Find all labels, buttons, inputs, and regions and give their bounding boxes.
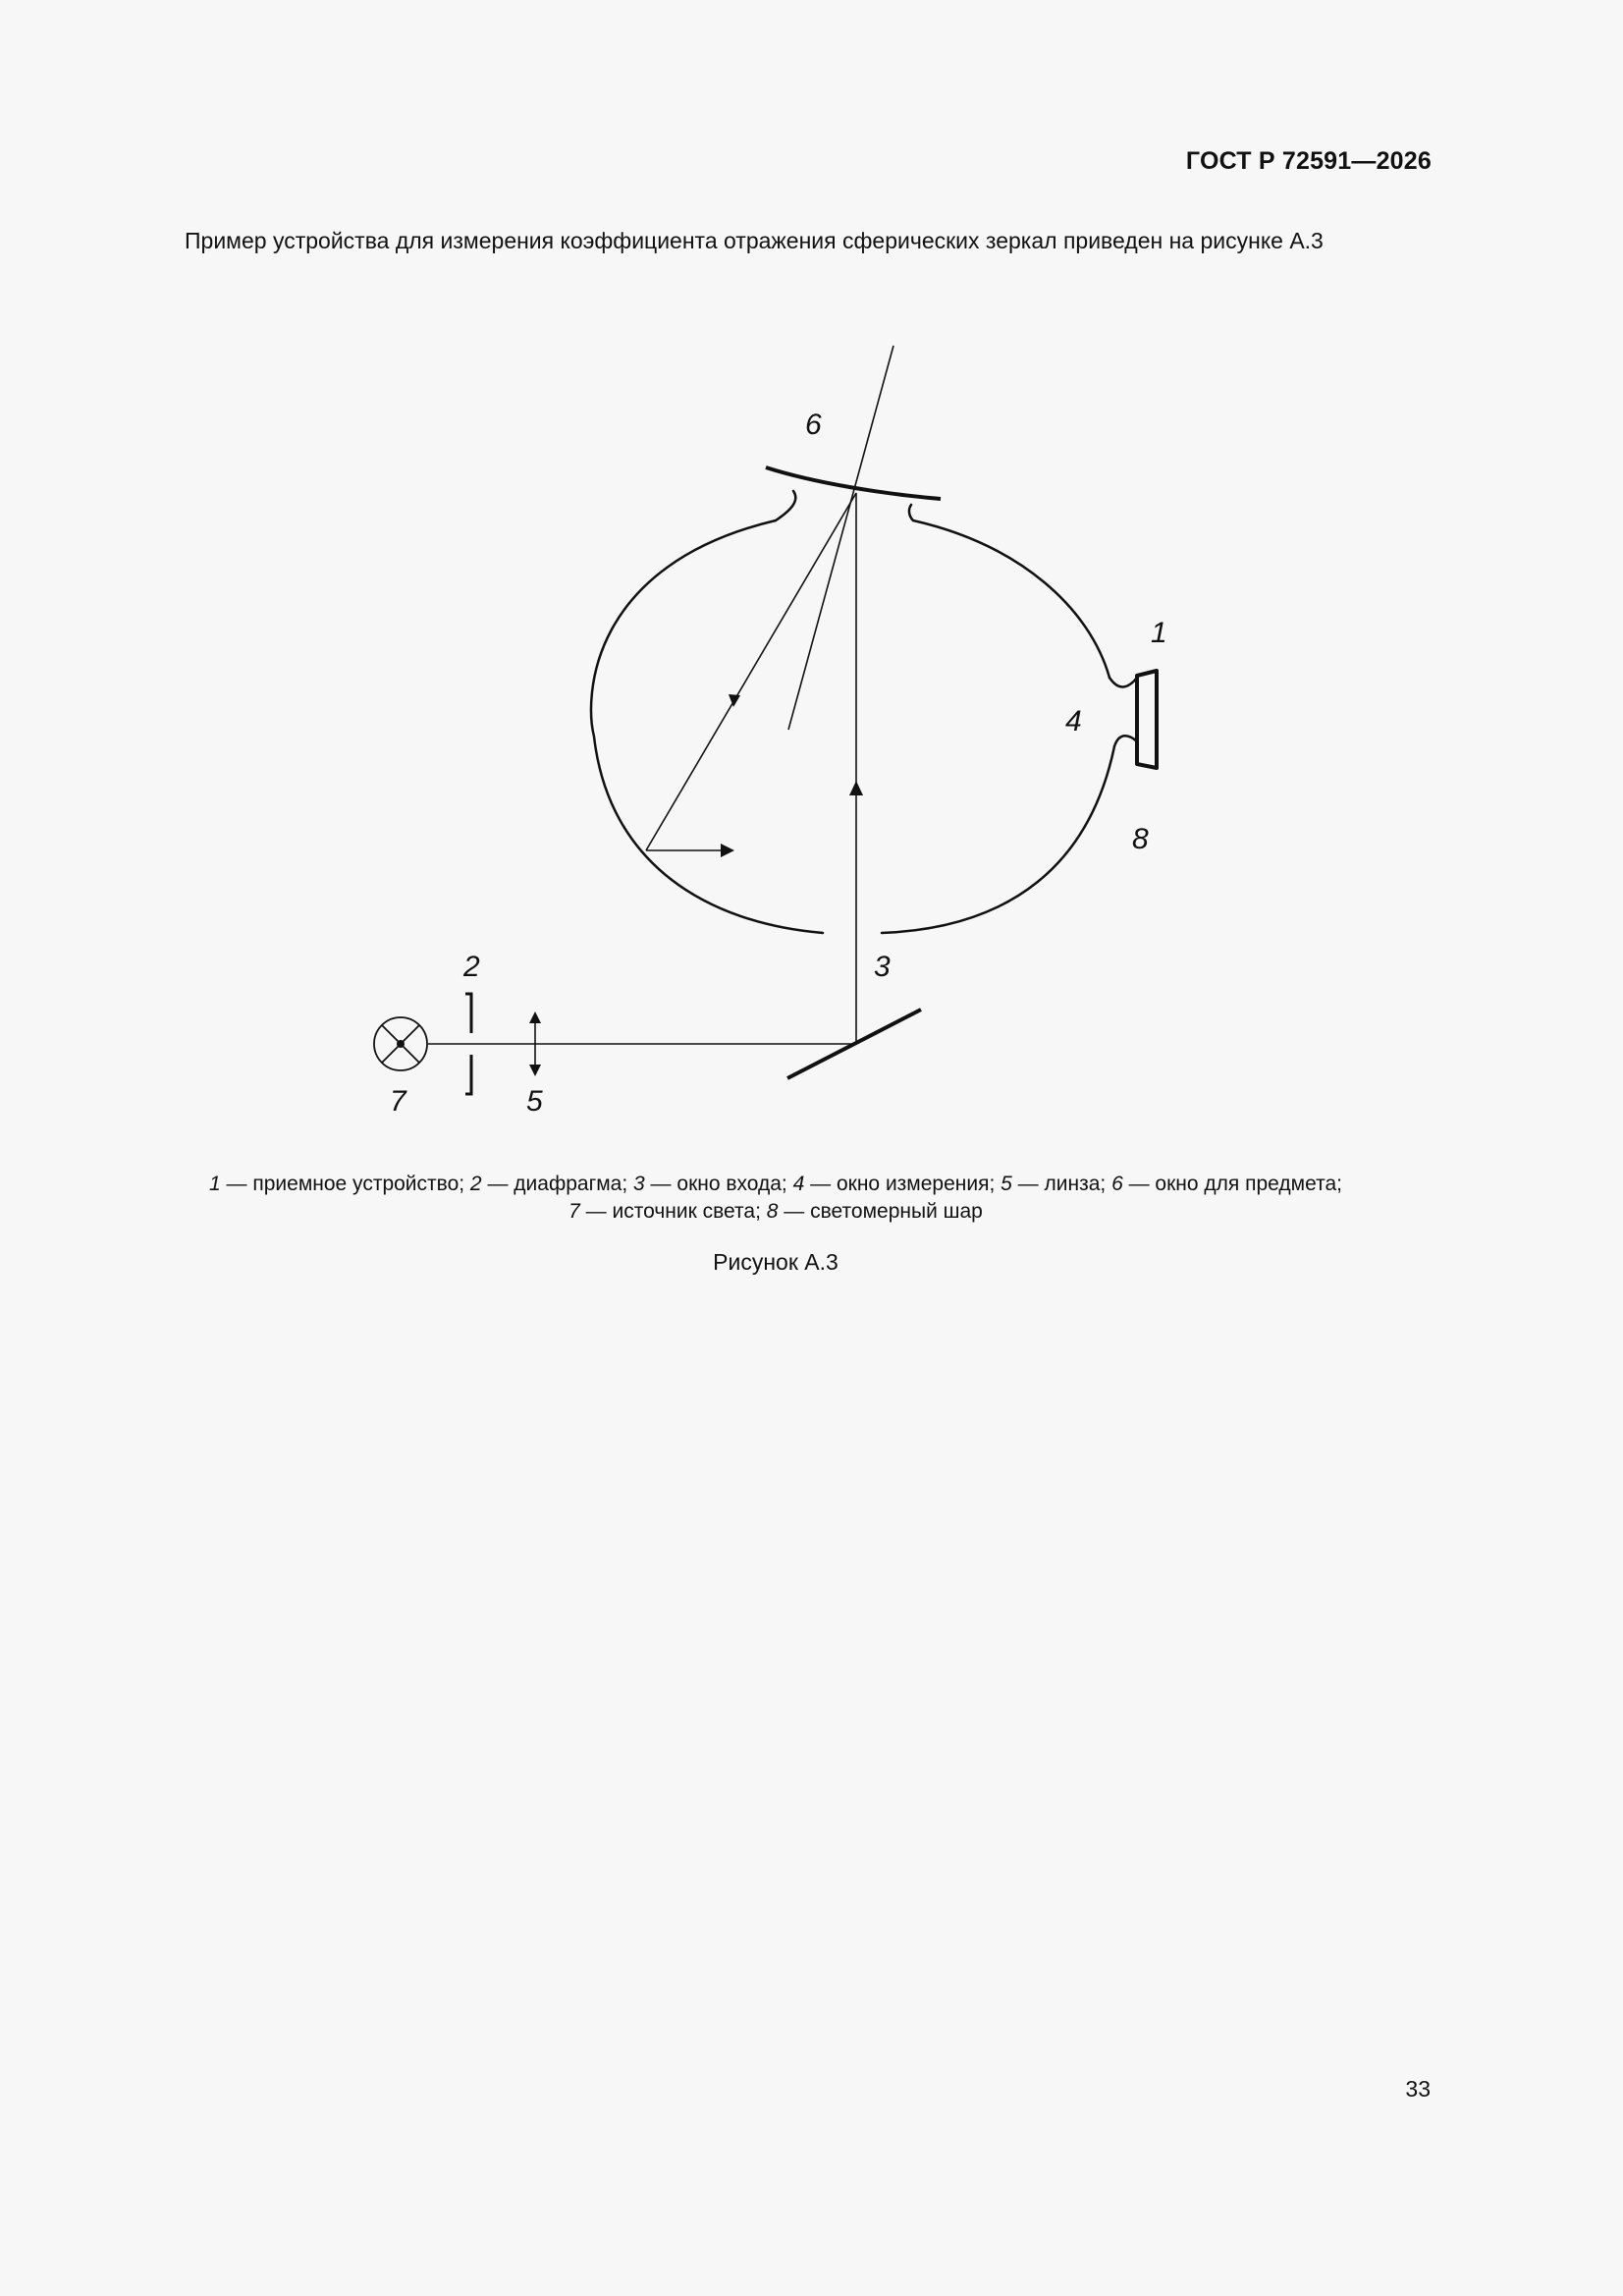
reflected-beam-arrow [729,694,740,707]
reflected-beam [646,493,856,850]
legend-line-1 [0,1171,1551,1198]
figure-legend [0,1171,1551,1226]
lens-arrow-up [529,1011,541,1023]
legend-text: — окно для предмета; [1122,1173,1342,1195]
wall-arrow-head [721,844,734,857]
label-5: 5 [526,1085,543,1118]
legend-num: 6 [1111,1173,1123,1195]
legend-text: — светомерный шар [778,1200,983,1223]
lens-arrow-down [529,1065,541,1076]
incident-beam-arrow [849,781,863,795]
sphere-right-top-arc [913,520,1109,678]
legend-num: 8 [766,1200,779,1223]
legend-num: 1 [209,1173,221,1195]
label-7: 7 [390,1085,406,1118]
legend-num: 4 [792,1173,805,1195]
receiver-device [1137,671,1157,768]
page-number: 33 [1405,2076,1431,2102]
legend-num: 7 [568,1200,580,1223]
label-4: 4 [1065,705,1082,738]
top-right-lip [909,505,913,520]
legend-line-2 [0,1198,1551,1226]
intro-paragraph: Пример устройства для измерения коэффициента отражения сферических зеркал приведен на рисунке А.3 [185,228,1324,253]
light-source-center [397,1040,405,1048]
document-standard-number: ГОСТ Р 72591—2026 [1185,147,1432,175]
legend-num: 5 [1001,1173,1012,1195]
legend-text: — окно входа; [644,1173,793,1195]
label-2: 2 [463,951,480,983]
legend-text: — окно измерения; [804,1173,1001,1195]
figure-caption: Рисунок А.3 [713,1249,839,1275]
measure-window-lower-lip [1114,736,1137,746]
label-3: 3 [874,951,891,983]
sphere-right-bottom-arc [882,746,1114,933]
legend-text: — диафрагма; [481,1173,634,1195]
legend-text: — приемное устройство; [220,1173,470,1195]
top-left-lip [776,491,795,520]
normal-line [788,346,893,730]
label-1: 1 [1151,617,1167,649]
legend-text: — линза; [1011,1173,1112,1195]
label-6: 6 [805,409,822,441]
legend-num: 2 [469,1173,482,1195]
legend-num: 3 [633,1173,645,1195]
label-8: 8 [1132,823,1149,855]
legend-text: — источник света; [579,1200,767,1223]
sphere-left-arc [591,520,823,933]
measure-window-upper-lip [1109,678,1137,686]
